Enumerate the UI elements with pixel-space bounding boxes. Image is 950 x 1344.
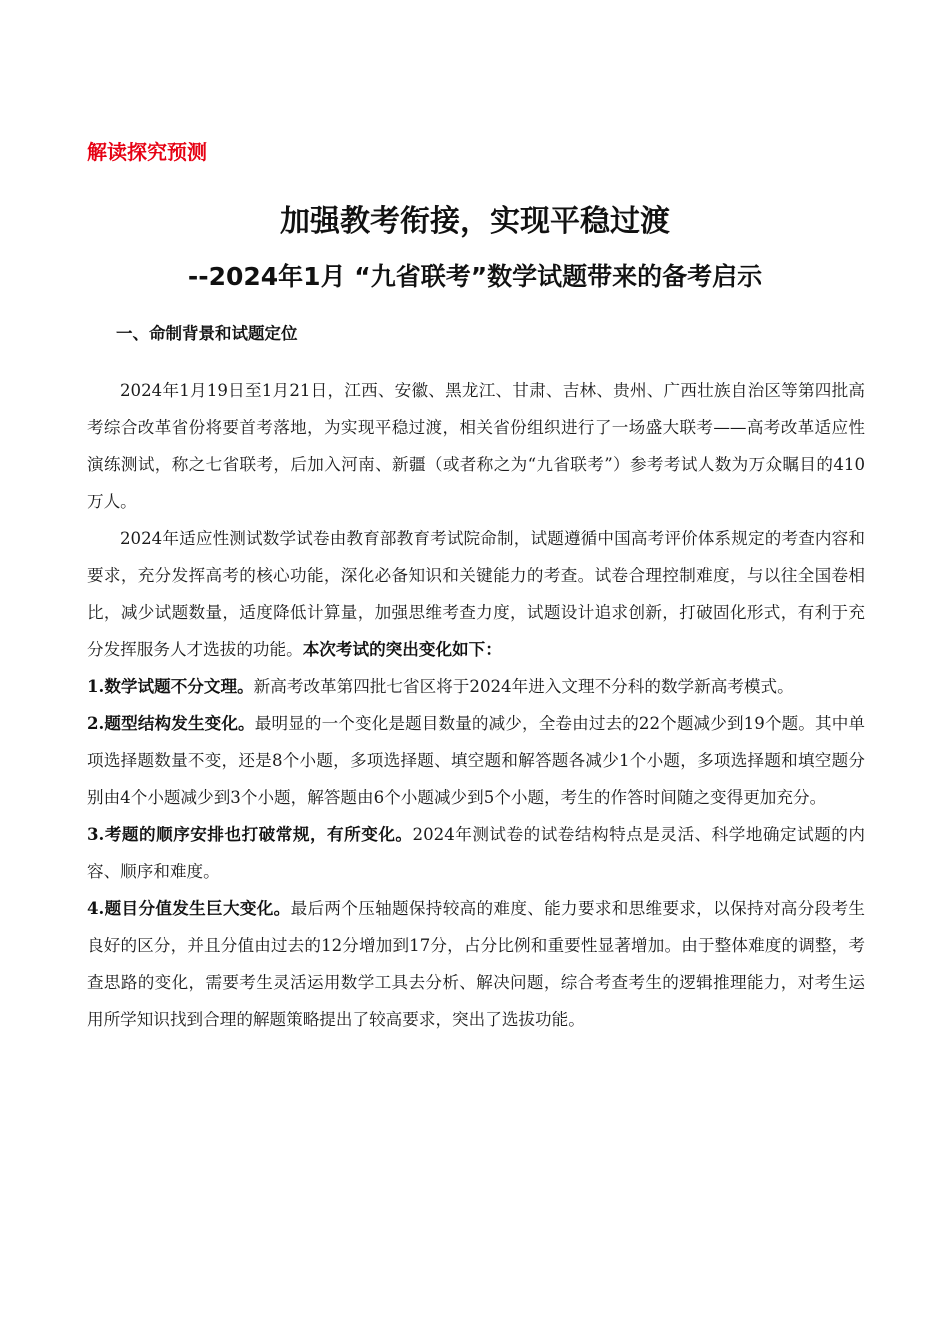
paragraph-2-text: 2024年适应性测试数学试卷由教育部教育考试院命制，试题遵循中国高考评价体系规定的考查内容和要求，充分发挥高考的核心功能，深化必备知识和关键能力的考查。试卷合理控制难度，与以往全国卷相比，减少试题数量，适度降低计算量，加强思维考查力度，试题设计追求创新，打破固化形式，有利于充分发挥服务人才选拔的功能。: [87, 529, 865, 659]
section-heading: 一、命制背景和试题定位: [116, 324, 298, 343]
paragraph-2-bold: 本次考试的突出变化如下：: [302, 639, 502, 659]
page-subtitle: --2024年1月 “九省联考”数学试题带来的备考启示: [187, 262, 763, 291]
list-item: [87, 668, 865, 705]
list-item-lead: 2.题型结构发生变化。: [87, 713, 255, 733]
list-item-lead: 4.题目分值发生巨大变化。: [87, 898, 291, 918]
list-item: [87, 816, 865, 890]
list-item-lead: 1.数学试题不分文理。: [87, 676, 254, 696]
list-item-text: 新高考改革第四批七省区将于2024年进入文理不分科的数学新高考模式。: [253, 677, 794, 696]
paragraph-1: 2024年1月19日至1月21日，江西、安徽、黑龙江、甘肃、吉林、贵州、广西壮族自治区等第四批高考综合改革省份将要首考落地，为实现平稳过渡，相关省份组织进行了一场盛大联考——高考改革适应性演练测试，称之七省联考，后加入河南、新疆（或者称之为“九省联考”）参考考试人数为万众瞩目的410万人。: [87, 381, 865, 511]
list-item-text: 最后两个压轴题保持较高的难度、能力要求和思维要求，以保持对高分段考生良好的区分，并且分值由过去的12分增加到17分，占分比例和重要性显著增加。由于整体难度的调整，考查思路的变化，需要考生灵活运用数学工具去分析、解决问题，综合考查考生的逻辑推理能力，对考生运用所学知识找到合理的解题策略提出了较高要求，突出了选拔功能。: [87, 899, 865, 1029]
list-item-text: 最明显的一个变化是题目数量的减少，全卷由过去的22个题减少到19个题。其中单项选择题数量不变，还是8个小题，多项选择题、填空题和解答题各减少1个小题，多项选择题和填空题分别由4个小题减少到3个小题，解答题由6个小题减少到5个小题，考生的作答时间随之变得更加充分。: [87, 714, 865, 807]
body-text: [87, 372, 865, 1038]
page-title: 加强教考衔接，实现平稳过渡: [280, 204, 670, 239]
paragraph-2: [87, 520, 865, 668]
list-item: [87, 705, 865, 816]
list-item: [87, 890, 865, 1038]
list-item-lead: 3.考题的顺序安排也打破常规，有所变化。: [87, 824, 413, 844]
category-tag: 解读探究预测: [87, 140, 207, 164]
list-item-text: 2024年测试卷的试卷结构特点是灵活、科学地确定试题的内容、顺序和难度。: [87, 825, 865, 881]
